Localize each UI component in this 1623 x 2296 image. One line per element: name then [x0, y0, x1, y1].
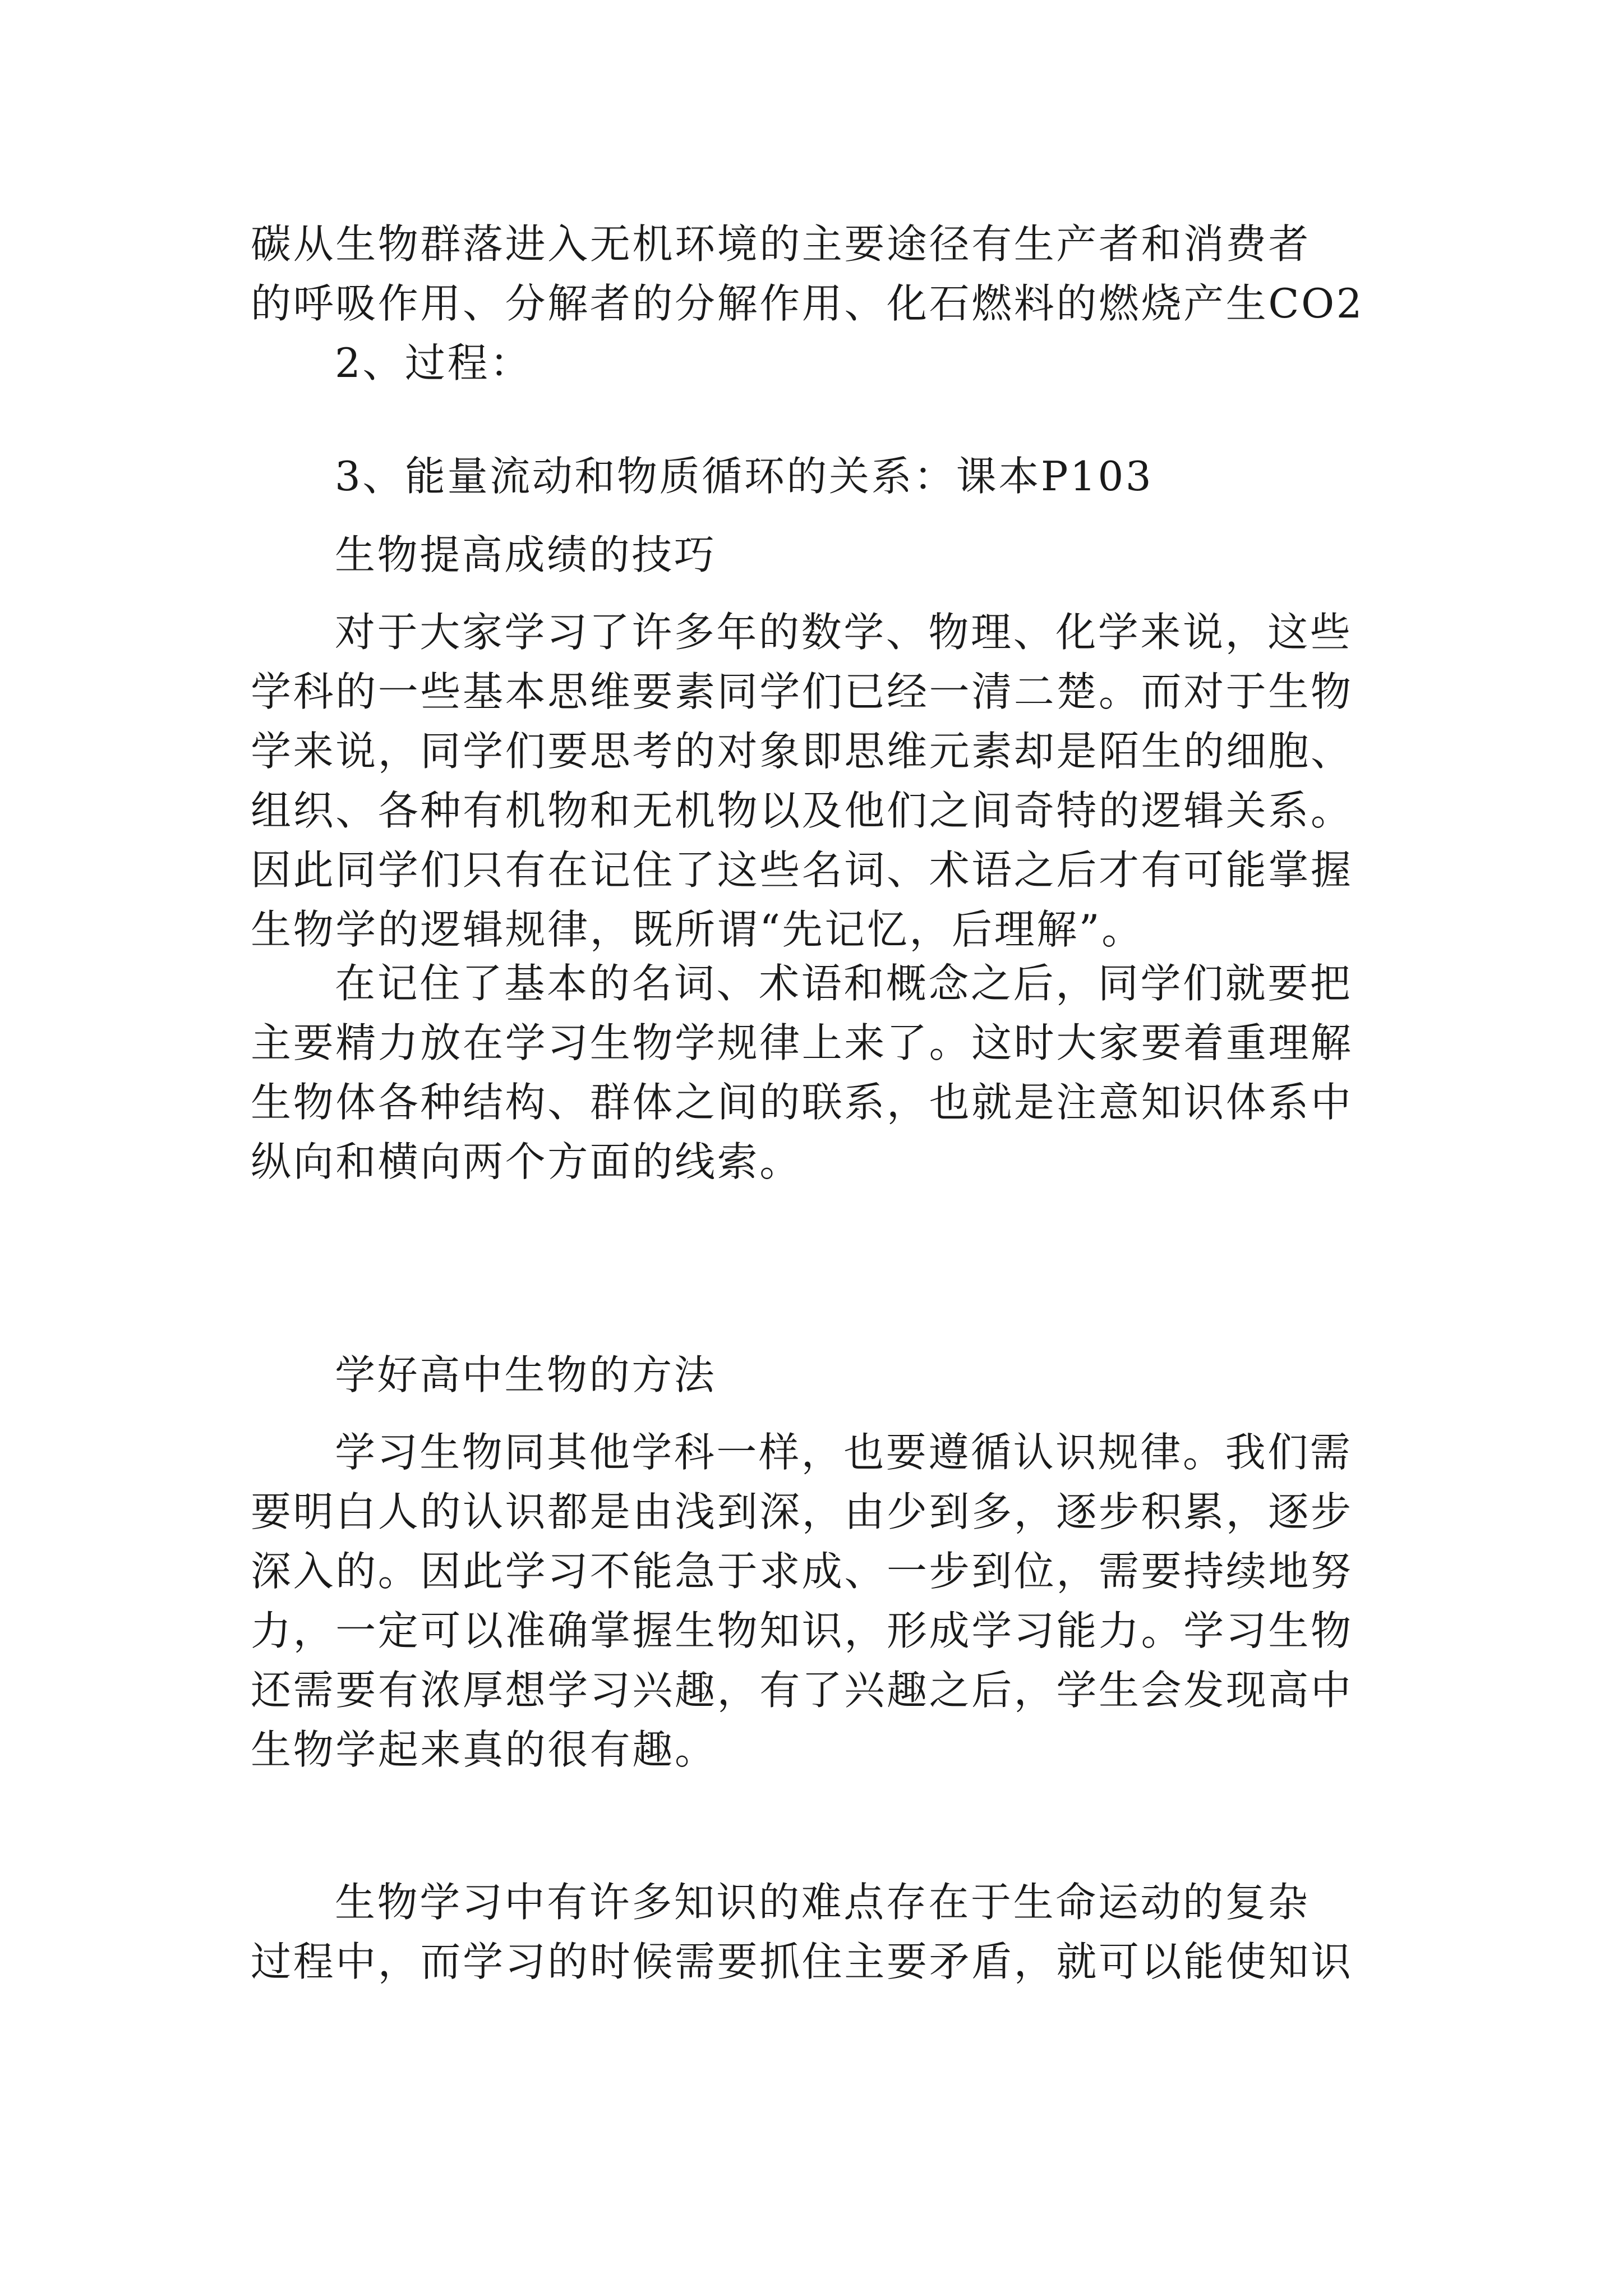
text-line: 学来说，同学们要思考的对象即思维元素却是陌生的细胞、 — [251, 728, 1353, 775]
paragraph-memorize — [251, 602, 1378, 959]
text-line: 2、过程： — [335, 339, 532, 386]
text-line: 过程中，而学习的时候需要抓住主要矛盾，就可以能使知识 — [251, 1938, 1353, 1985]
text-line: 学习生物同其他学科一样，也要遵循认识规律。我们需 — [335, 1429, 1353, 1476]
text-line: 的呼吸作用、分解者的分解作用、化石燃料的燃烧产生CO2 — [251, 280, 1364, 327]
heading-text: 学好高中生物的方法 — [335, 1351, 717, 1398]
text-line: 3、能量流动和物质循环的关系：课本P103 — [335, 453, 1154, 500]
text-line: 因此同学们只有在记住了这些名词、术语之后才有可能掌握 — [251, 846, 1353, 894]
text-line: 还需要有浓厚想学习兴趣，有了兴趣之后，学生会发现高中 — [251, 1667, 1353, 1714]
text-line: 力，一定可以准确掌握生物知识，形成学习能力。学习生物 — [251, 1607, 1353, 1654]
text-line: 碳从生物群落进入无机环境的主要途径有生产者和消费者 — [251, 220, 1311, 268]
paragraph-rules — [251, 954, 1378, 1191]
section-heading-methods — [335, 1345, 1462, 1405]
paragraph-learning — [251, 1423, 1378, 1779]
text-line: 组织、各种有机物和无机物以及他们之间奇特的逻辑关系。 — [251, 787, 1353, 834]
heading-text: 生物提高成绩的技巧 — [335, 531, 717, 578]
text-line: 学科的一些基本思维要素同学们已经一清二楚。而对于生物 — [251, 668, 1353, 715]
text-line: 纵向和横向两个方面的线索。 — [251, 1138, 802, 1185]
text-line: 生物学的逻辑规律，既所谓“先记忆，后理解”。 — [251, 906, 1144, 953]
text-line: 对于大家学习了许多年的数学、物理、化学来说，这些 — [335, 609, 1353, 656]
text-line: 要明白人的认识都是由浅到深，由少到多，逐步积累，逐步 — [251, 1488, 1353, 1535]
text-line: 在记住了基本的名词、术语和概念之后，同学们就要把 — [335, 960, 1353, 1007]
text-line: 生物学起来真的很有趣。 — [251, 1726, 717, 1773]
section-heading-tips — [335, 525, 1462, 585]
paragraph-carbon-cycle — [251, 214, 1378, 333]
list-item-relationship — [335, 447, 1462, 506]
paragraph-difficulty — [251, 1872, 1378, 1991]
text-line: 主要精力放在学习生物学规律上来了。这时大家要着重理解 — [251, 1019, 1353, 1066]
text-line: 深入的。因此学习不能急于求成、一步到位，需要持续地努 — [251, 1548, 1353, 1595]
text-line: 生物体各种结构、群体之间的联系，也就是注意知识体系中 — [251, 1079, 1353, 1126]
text-line: 生物学习中有许多知识的难点存在于生命运动的复杂 — [335, 1879, 1310, 1926]
list-item-process — [335, 333, 1462, 393]
